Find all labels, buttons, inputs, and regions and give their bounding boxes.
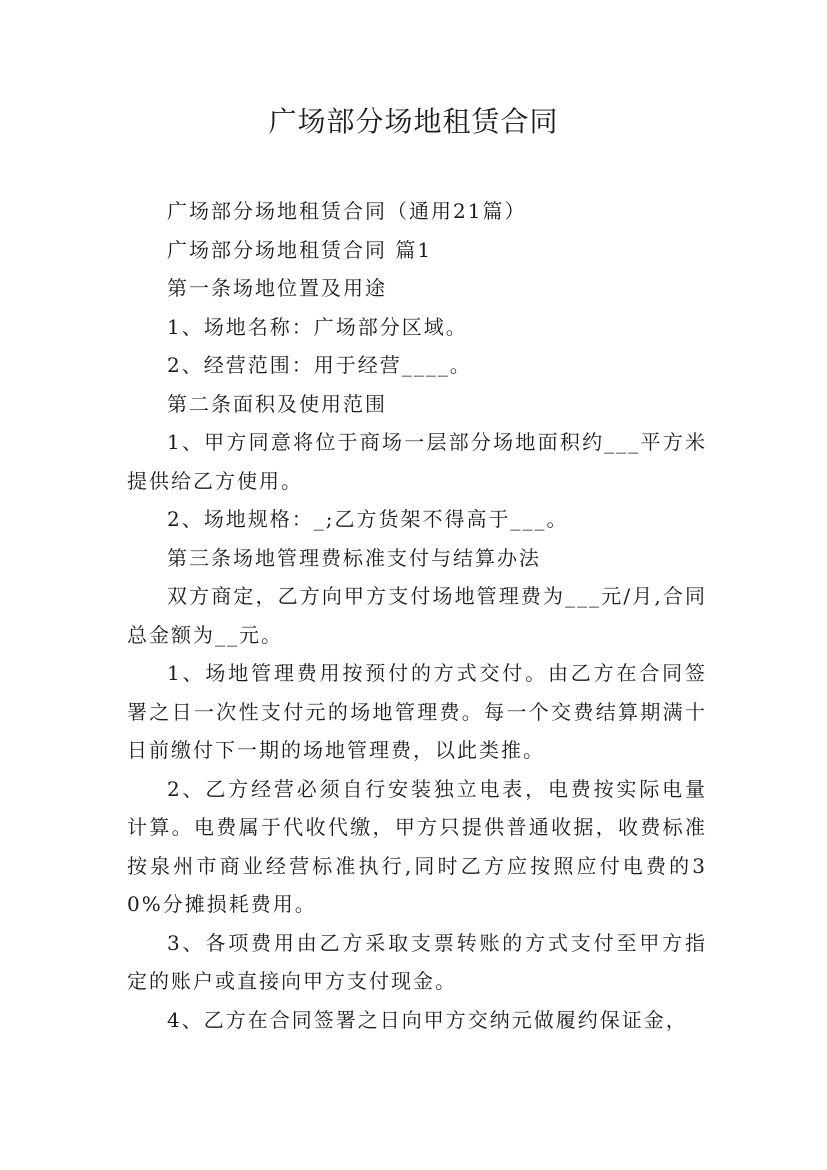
paragraph-article-3-heading: 第三条场地管理费标准支付与结算办法 bbox=[167, 545, 541, 570]
paragraph-subtitle: 广场部分场地租赁合同（通用21篇） bbox=[167, 199, 527, 223]
paragraph: 1、场地名称：广场部分区域。 bbox=[167, 314, 468, 339]
paragraph: 双方商定，乙方向甲方支付场地管理费为___元/月,合同总金额为__元。 bbox=[127, 584, 707, 647]
document-title: 广场部分场地租赁合同 bbox=[268, 105, 559, 138]
paragraph: 2、经营范围：用于经营____。 bbox=[167, 353, 472, 377]
paragraph-section-heading: 广场部分场地租赁合同 篇1 bbox=[167, 237, 433, 262]
paragraph: 1、甲方同意将位于商场一层部分场地面积约___平方米提供给乙方使用。 bbox=[127, 430, 707, 493]
paragraph: 4、乙方在合同签署之日向甲方交纳元做履约保证金， bbox=[167, 1007, 688, 1032]
paragraph: 2、乙方经营必须自行安装独立电表，电费按实际电量计算。电费属于代收代缴，甲方只提供普通收据，收费标准按泉州市商业经营标准执行,同时乙方应按照应付电费的30%分摊损耗费用。 bbox=[127, 776, 707, 916]
document-body bbox=[127, 192, 707, 1039]
paragraph: 2、场地规格：_;乙方货架不得高于___。 bbox=[167, 507, 569, 531]
paragraph: 3、各项费用由乙方采取支票转账的方式支付至甲方指定的账户或直接向甲方支付现金。 bbox=[127, 930, 707, 993]
paragraph: 1、场地管理费用按预付的方式交付。由乙方在合同签署之日一次性支付元的场地管理费。每一个交费结算期满十日前缴付下一期的场地管理费，以此类推。 bbox=[127, 661, 707, 762]
paragraph-article-1-heading: 第一条场地位置及用途 bbox=[167, 276, 387, 300]
paragraph-article-2-heading: 第二条面积及使用范围 bbox=[167, 391, 387, 416]
